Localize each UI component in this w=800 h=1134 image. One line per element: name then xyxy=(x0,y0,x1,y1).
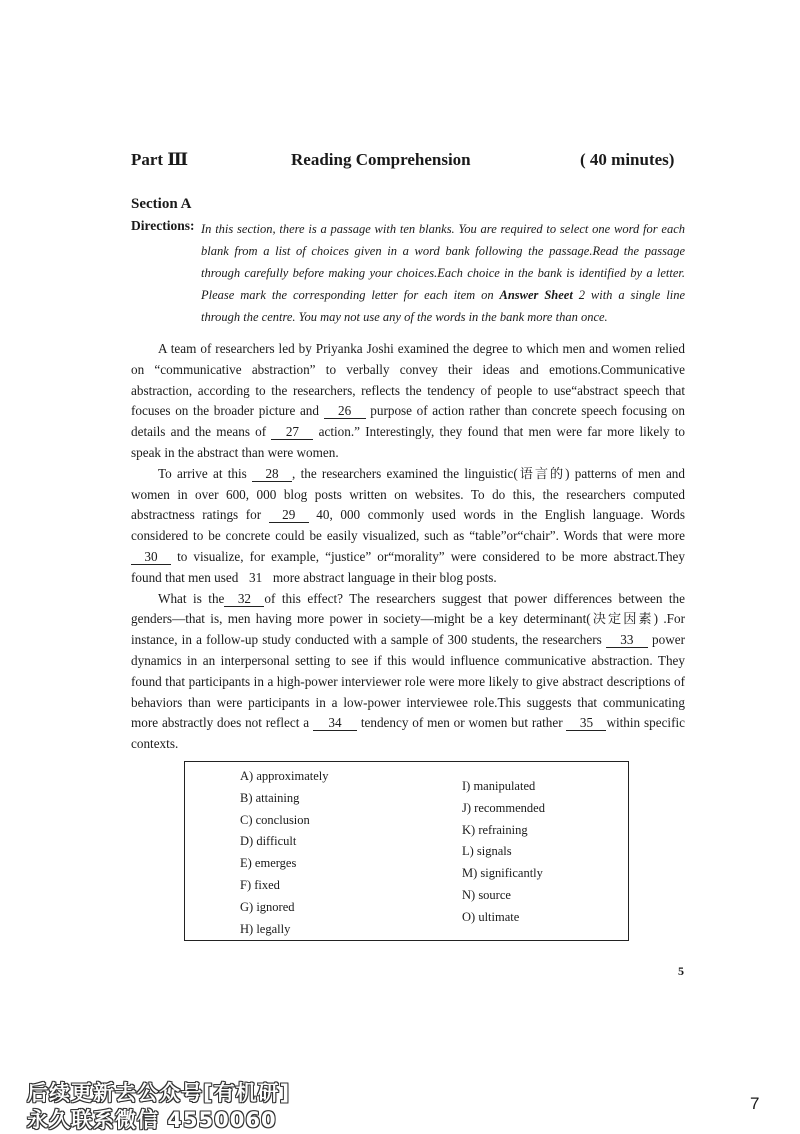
word-option-l: L) signals xyxy=(462,844,512,859)
blank-27[interactable]: 27 xyxy=(271,424,313,440)
part-title: Reading Comprehension xyxy=(291,150,471,169)
word-option-m: M) significantly xyxy=(462,866,543,881)
blank-29[interactable]: 29 xyxy=(269,507,309,523)
part-label: Part Ⅲ xyxy=(131,150,189,169)
word-option-g: G) ignored xyxy=(240,899,295,914)
word-option-f: F) fixed xyxy=(240,877,280,892)
blank-32[interactable]: 32 xyxy=(224,591,264,607)
watermark-line-2: 永久联系微信 4550060 xyxy=(27,1108,277,1132)
word-option-a: A) approximately xyxy=(240,769,329,783)
blank-35[interactable]: 35 xyxy=(566,715,606,731)
section-heading: Section A xyxy=(131,196,192,212)
sheet-number: 7 xyxy=(750,1094,760,1113)
watermark-line-1: 后续更新去公众号[有机研] xyxy=(27,1081,291,1105)
word-bank xyxy=(184,761,629,941)
paragraph-1: A team of researchers led by Priyanka Joshi examined the degree to which men and women relied on “communicative abstraction” to verbally convey their ideas and emotions.Communicative abstraction, according to the researchers, reflects the tendency of people to use“abstract speech that focuses on the broader picture and 26 purpose of action rather than concrete speech focusing on details and the means of 27 action.” Interestingly, they found that men were far more likely to speak in the abstract than were women. xyxy=(131,341,685,460)
word-option-i: I) manipulated xyxy=(462,779,536,793)
word-option-h: H) legally xyxy=(240,921,291,936)
word-bank-right-column xyxy=(462,776,545,929)
paragraph-3: What is the 32 of this effect? The researchers suggest that power differences between the genders—that is, men having more power in society—might be a key determinant(决定因素) .For instance, in a follow-up study conducted with a sample of 300 students, the researchers 33 power dynamics in an interpersonal setting to see if this would influence communicative abstraction. They found that participants in a high-power interviewer role were more likely to give abstract descriptions of behaviors than were participants in a low-power interviewee role.This suggests that communicating more abstractly does not reflect a 34 tendency of men or women but rather 35 within specific contexts. xyxy=(131,590,685,752)
word-option-d: D) difficult xyxy=(240,834,297,849)
blank-28[interactable]: 28 xyxy=(252,466,292,482)
time-limit: ( 40 minutes) xyxy=(580,150,675,169)
page-number: 5 xyxy=(678,964,684,978)
paragraph-2: To arrive at this 28 , the researchers examined the linguistic(语言的) patterns of men and women in over 600, 000 blog posts written on websites. To do this, the researchers computed abstractness ratings for 29 40, 000 commonly used words in the English language. Words considered to be concrete could be easily visualized, such as “table”or“chair”. Words that were more 30 to visualize, for example, “justice” or“morality” were considered to be more abstract.They found that men used 31 more abstract language in their blog posts. xyxy=(131,465,685,585)
blank-26[interactable]: 26 xyxy=(324,403,366,419)
blank-34[interactable]: 34 xyxy=(313,715,357,731)
word-option-k: K) refraining xyxy=(462,822,528,837)
word-option-b: B) attaining xyxy=(240,790,300,805)
reading-passage xyxy=(131,339,685,755)
word-option-n: N) source xyxy=(462,887,511,902)
word-option-j: J) recommended xyxy=(462,800,545,815)
directions-label: Directions: xyxy=(131,218,195,233)
blank-33[interactable]: 33 xyxy=(606,632,648,648)
word-option-e: E) emerges xyxy=(240,856,297,871)
blank-31[interactable]: 31 xyxy=(249,569,263,585)
blank-30[interactable]: 30 xyxy=(131,549,171,565)
answer-sheet-emphasis: Answer Sheet xyxy=(499,288,573,302)
directions-text: In this section, there is a passage with ten blanks. You are required to select one word for each blank from a list of choices given in a word bank following the passage.Read the passage through carefully before making your choices.Each choice in the bank is identified by a letter. Please mark the corresponding letter for each item on Answer Sheet 2 with a single line through the centre. You may not use any of the words in the bank more than once. xyxy=(201,222,686,324)
word-option-c: C) conclusion xyxy=(240,812,310,827)
word-option-o: O) ultimate xyxy=(462,909,520,924)
word-bank-left-column xyxy=(240,766,329,940)
